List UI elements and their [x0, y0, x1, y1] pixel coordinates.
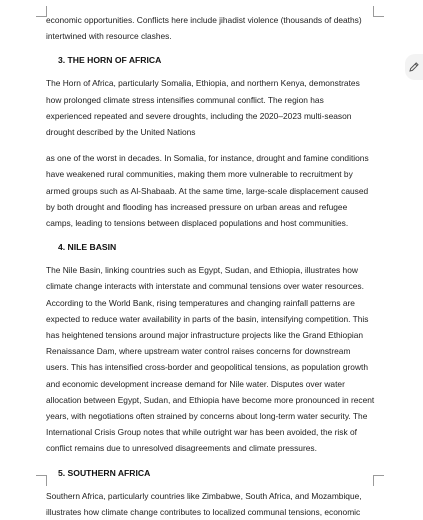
text-line: armed groups such as Al-Shabaab. At the same time, large-scale displacement caused [46, 185, 369, 196]
text-line: intertwined with resource clashes. [46, 31, 172, 42]
section-heading-horn-of-africa: 3. THE HORN OF AFRICA [58, 55, 162, 66]
paragraph-southern-africa [46, 488, 376, 520]
text-line: drought described by the United Nations [46, 127, 196, 138]
document-body[interactable] [46, 12, 376, 520]
text-line: Southern Africa, particularly countries like Zimbabwe, South Africa, and Mozambique, [46, 490, 362, 501]
text-line: how prolonged climate stress intensifies communal conflict. The region has [46, 94, 324, 105]
text-line: Renaissance Dam, where upstream water control raises concerns for downstream [46, 346, 351, 357]
text-line: and economic development increase demand for Nile water. Disputes over water [46, 378, 345, 389]
paragraph-nile-basin [46, 262, 376, 456]
section-heading-southern-africa: 5. SOUTHERN AFRICA [58, 467, 151, 478]
text-line: years, with negotiations often strained by concerns about long-term water security. The [46, 411, 368, 422]
text-line: has heightened tensions around major infrastructure projects like the Grand Ethiopian [46, 330, 364, 341]
section-heading-nile-basin: 4. NILE BASIN [58, 242, 117, 253]
text-line: camps, leading to tensions between displaced populations and host communities. [46, 218, 349, 229]
text-line: illustrates how climate change contributes to localized communal tensions, economic [46, 506, 361, 517]
text-line: allocation between Egypt, Sudan, and Ethiopia have become more pronounced in recent [46, 394, 375, 405]
text-line: expected to reduce water availability in parts of the basin, intensifying competition. This [46, 313, 369, 324]
text-line: experienced repeated and severe droughts, including the 2020–2023 multi-season [46, 110, 352, 121]
paragraph-horn-of-africa-2 [46, 150, 376, 231]
text-line: users. This has intensified cross-border and geopolitical tensions, as population growth [46, 362, 368, 373]
text-line: The Nile Basin, linking countries such as Egypt, Sudan, and Ethiopia, illustrates how [46, 265, 358, 276]
text-line: as one of the worst in decades. In Somalia, for instance, drought and famine conditions [46, 153, 369, 164]
text-line: climate change interacts with interstate and communal tensions over water resources. [46, 281, 364, 292]
text-line: economic opportunities. Conflicts here include jihadist violence (thousands of deaths) [46, 15, 362, 25]
edit-button[interactable] [405, 54, 423, 80]
pencil-icon [408, 61, 420, 73]
text-line: The Horn of Africa, particularly Somalia, Ethiopia, and northern Kenya, demonstrates [46, 78, 360, 89]
text-line: conflict remains due to unresolved disagreements and climate pressures. [46, 443, 317, 454]
text-line: International Crisis Group notes that while outright war has been avoided, the risk of [46, 427, 357, 438]
paragraph-continuation [46, 12, 376, 44]
text-line: have weakened rural communities, making them more vulnerable to recruitment by [46, 169, 353, 180]
text-line: According to the World Bank, rising temperatures and changing rainfall patterns are [46, 297, 355, 308]
paragraph-horn-of-africa-1 [46, 75, 376, 140]
text-line: by both drought and flooding has increased pressure on urban areas and refugee [46, 201, 348, 212]
